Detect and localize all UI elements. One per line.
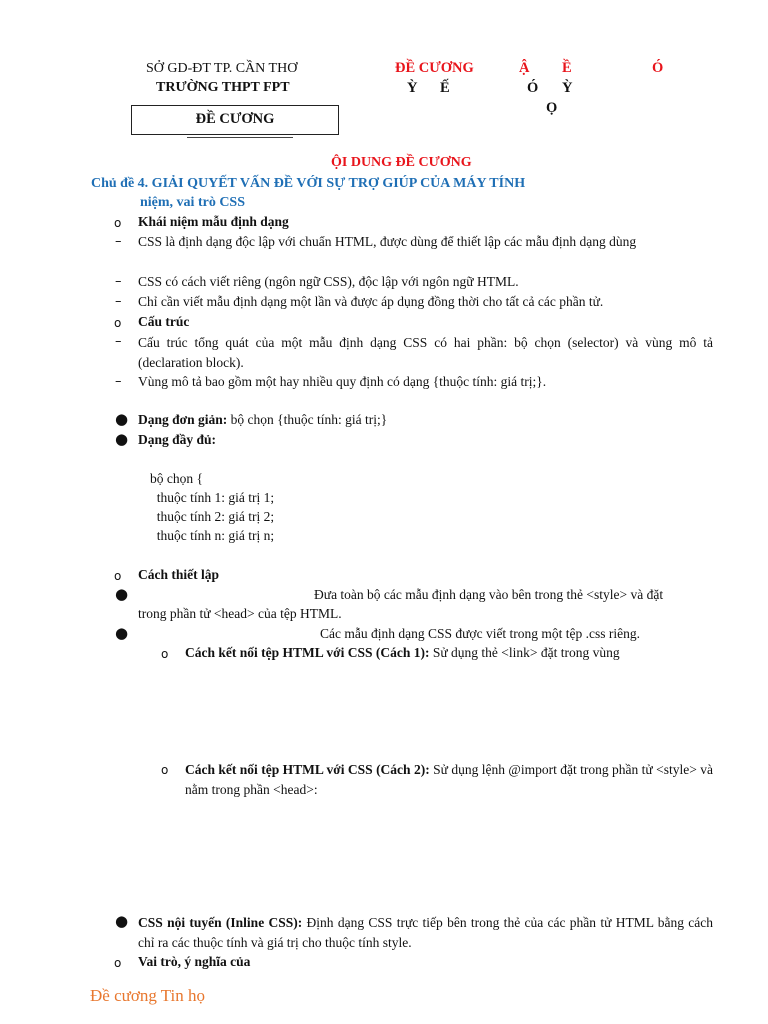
bullet-marker: ●: [115, 912, 129, 930]
inline-css-label: CSS nội tuyến (Inline CSS):: [138, 915, 303, 930]
circle-marker: o: [114, 569, 122, 583]
dash-marker: –: [115, 334, 122, 349]
circle-marker: o: [161, 763, 169, 777]
footer-text: Đề cương Tin họ: [90, 986, 206, 1005]
link-method-1-text: Sử dụng thẻ <link> đặt trong vùng: [429, 645, 620, 660]
code-line: thuộc tính n: giá trị n;: [150, 528, 275, 543]
dash-marker: –: [115, 374, 122, 389]
setup-item-2: Các mẫu định dạng CSS được viết trong một tệp .css riêng.: [320, 626, 641, 641]
circle-marker: o: [114, 216, 122, 230]
simple-form-label: Dạng đơn giản:: [138, 412, 228, 427]
doc-title-glyph-4: Ó: [652, 60, 664, 76]
structure-heading: Cấu trúc: [138, 314, 190, 329]
concept-item-2: CSS có cách viết riêng (ngôn ngữ CSS), độc lập với ngôn ngữ HTML.: [138, 274, 519, 289]
code-line: thuộc tính 1: giá trị 1;: [150, 490, 275, 505]
inline-css: [138, 913, 713, 952]
bullet-marker: ●: [115, 410, 129, 428]
circle-marker: o: [114, 316, 122, 330]
link-method-1: [185, 645, 620, 661]
structure-item-1: Cấu trúc tổng quát của một mẫu định dạng CSS có hai phần: bộ chọn (selector) và vùng mô tả (declaration block).: [138, 335, 713, 370]
link-method-2-label: Cách kết nối tệp HTML với CSS (Cách 2):: [185, 762, 430, 777]
doc-title-glyph-3: Ề: [562, 60, 572, 76]
code-line: bộ chọn {: [150, 471, 203, 486]
divider: [187, 137, 293, 138]
concept-item-3: Chỉ cần viết mẫu định dạng một lần và được áp dụng đồng thời cho tất cả các phần tử.: [138, 294, 604, 309]
setup-heading: Cách thiết lập: [138, 567, 219, 582]
bullet-marker: ●: [115, 430, 129, 448]
bullet-marker: ●: [115, 585, 129, 603]
structure-item-2: Vùng mô tả bao gồm một hay nhiều quy định có dạng {thuộc tính: giá trị;}.: [138, 374, 547, 389]
bullet-marker: ●: [115, 624, 129, 642]
concept-item-1: CSS là định dạng độc lập với chuẩn HTML, được dùng để thiết lập các mẫu định dạng dùng: [138, 234, 637, 249]
simple-form-text: bộ chọn {thuộc tính: giá trị;}: [227, 412, 388, 427]
dash-marker: –: [115, 294, 122, 309]
link-method-2-text: Sử dụng lệnh @import đặt trong phần tử <style> và nằm trong phần <head>:: [185, 762, 714, 797]
dash-marker: –: [115, 274, 122, 289]
doc-subtitle-glyph-1: Ỳ: [407, 80, 418, 96]
code-line: thuộc tính 2: giá trị 2;: [150, 509, 275, 524]
doc-subtitle-glyph-4: Ỳ: [562, 80, 573, 96]
setup-item-1-line2: trong phần tử <head> của tệp HTML.: [138, 606, 342, 621]
section-title: ỘI DUNG ĐỀ CƯƠNG: [331, 155, 472, 170]
concept-heading: Khái niệm mẫu định dạng: [138, 214, 289, 229]
outline-label: ĐỀ CƯƠNG: [195, 111, 275, 127]
full-form-label: Dạng đầy đủ:: [138, 432, 217, 447]
school-name: TRƯỜNG THPT FPT: [156, 80, 290, 95]
outline-box: [131, 105, 339, 135]
inline-css-text: Định dạng CSS trực tiếp bên trong thẻ của các phần tử HTML bằng cách chỉ ra các thuộc tính và giá trị cho thuộc tính style.: [138, 915, 714, 950]
setup-item-1-line1: Đưa toàn bộ các mẫu định dạng vào bên trong thẻ <style> và đặt: [314, 587, 664, 602]
topic-title: Chủ đề 4. GIẢI QUYẾT VẤN ĐỀ VỚI SỰ TRỢ GIÚP CỦA MÁY TÍNH: [91, 176, 526, 191]
simple-form: [138, 412, 387, 428]
link-method-2: [185, 760, 713, 799]
doc-subtitle-glyph-5: Ọ: [546, 100, 558, 116]
role-heading: Vai trò, ý nghĩa của: [138, 954, 251, 969]
circle-marker: o: [161, 647, 169, 661]
subtopic-title: niệm, vai trò CSS: [140, 195, 245, 210]
circle-marker: o: [114, 956, 122, 970]
dash-marker: –: [115, 234, 122, 249]
doc-title-word-1: ĐỀ CƯƠNG: [395, 60, 474, 76]
department-name: SỞ GD-ĐT TP. CẦN THƠ: [146, 61, 298, 76]
doc-subtitle-glyph-2: Ế: [440, 80, 450, 96]
doc-title-glyph-2: Ậ: [519, 60, 530, 76]
link-method-1-label: Cách kết nối tệp HTML với CSS (Cách 1):: [185, 645, 430, 660]
doc-subtitle-glyph-3: Ó: [527, 80, 539, 96]
